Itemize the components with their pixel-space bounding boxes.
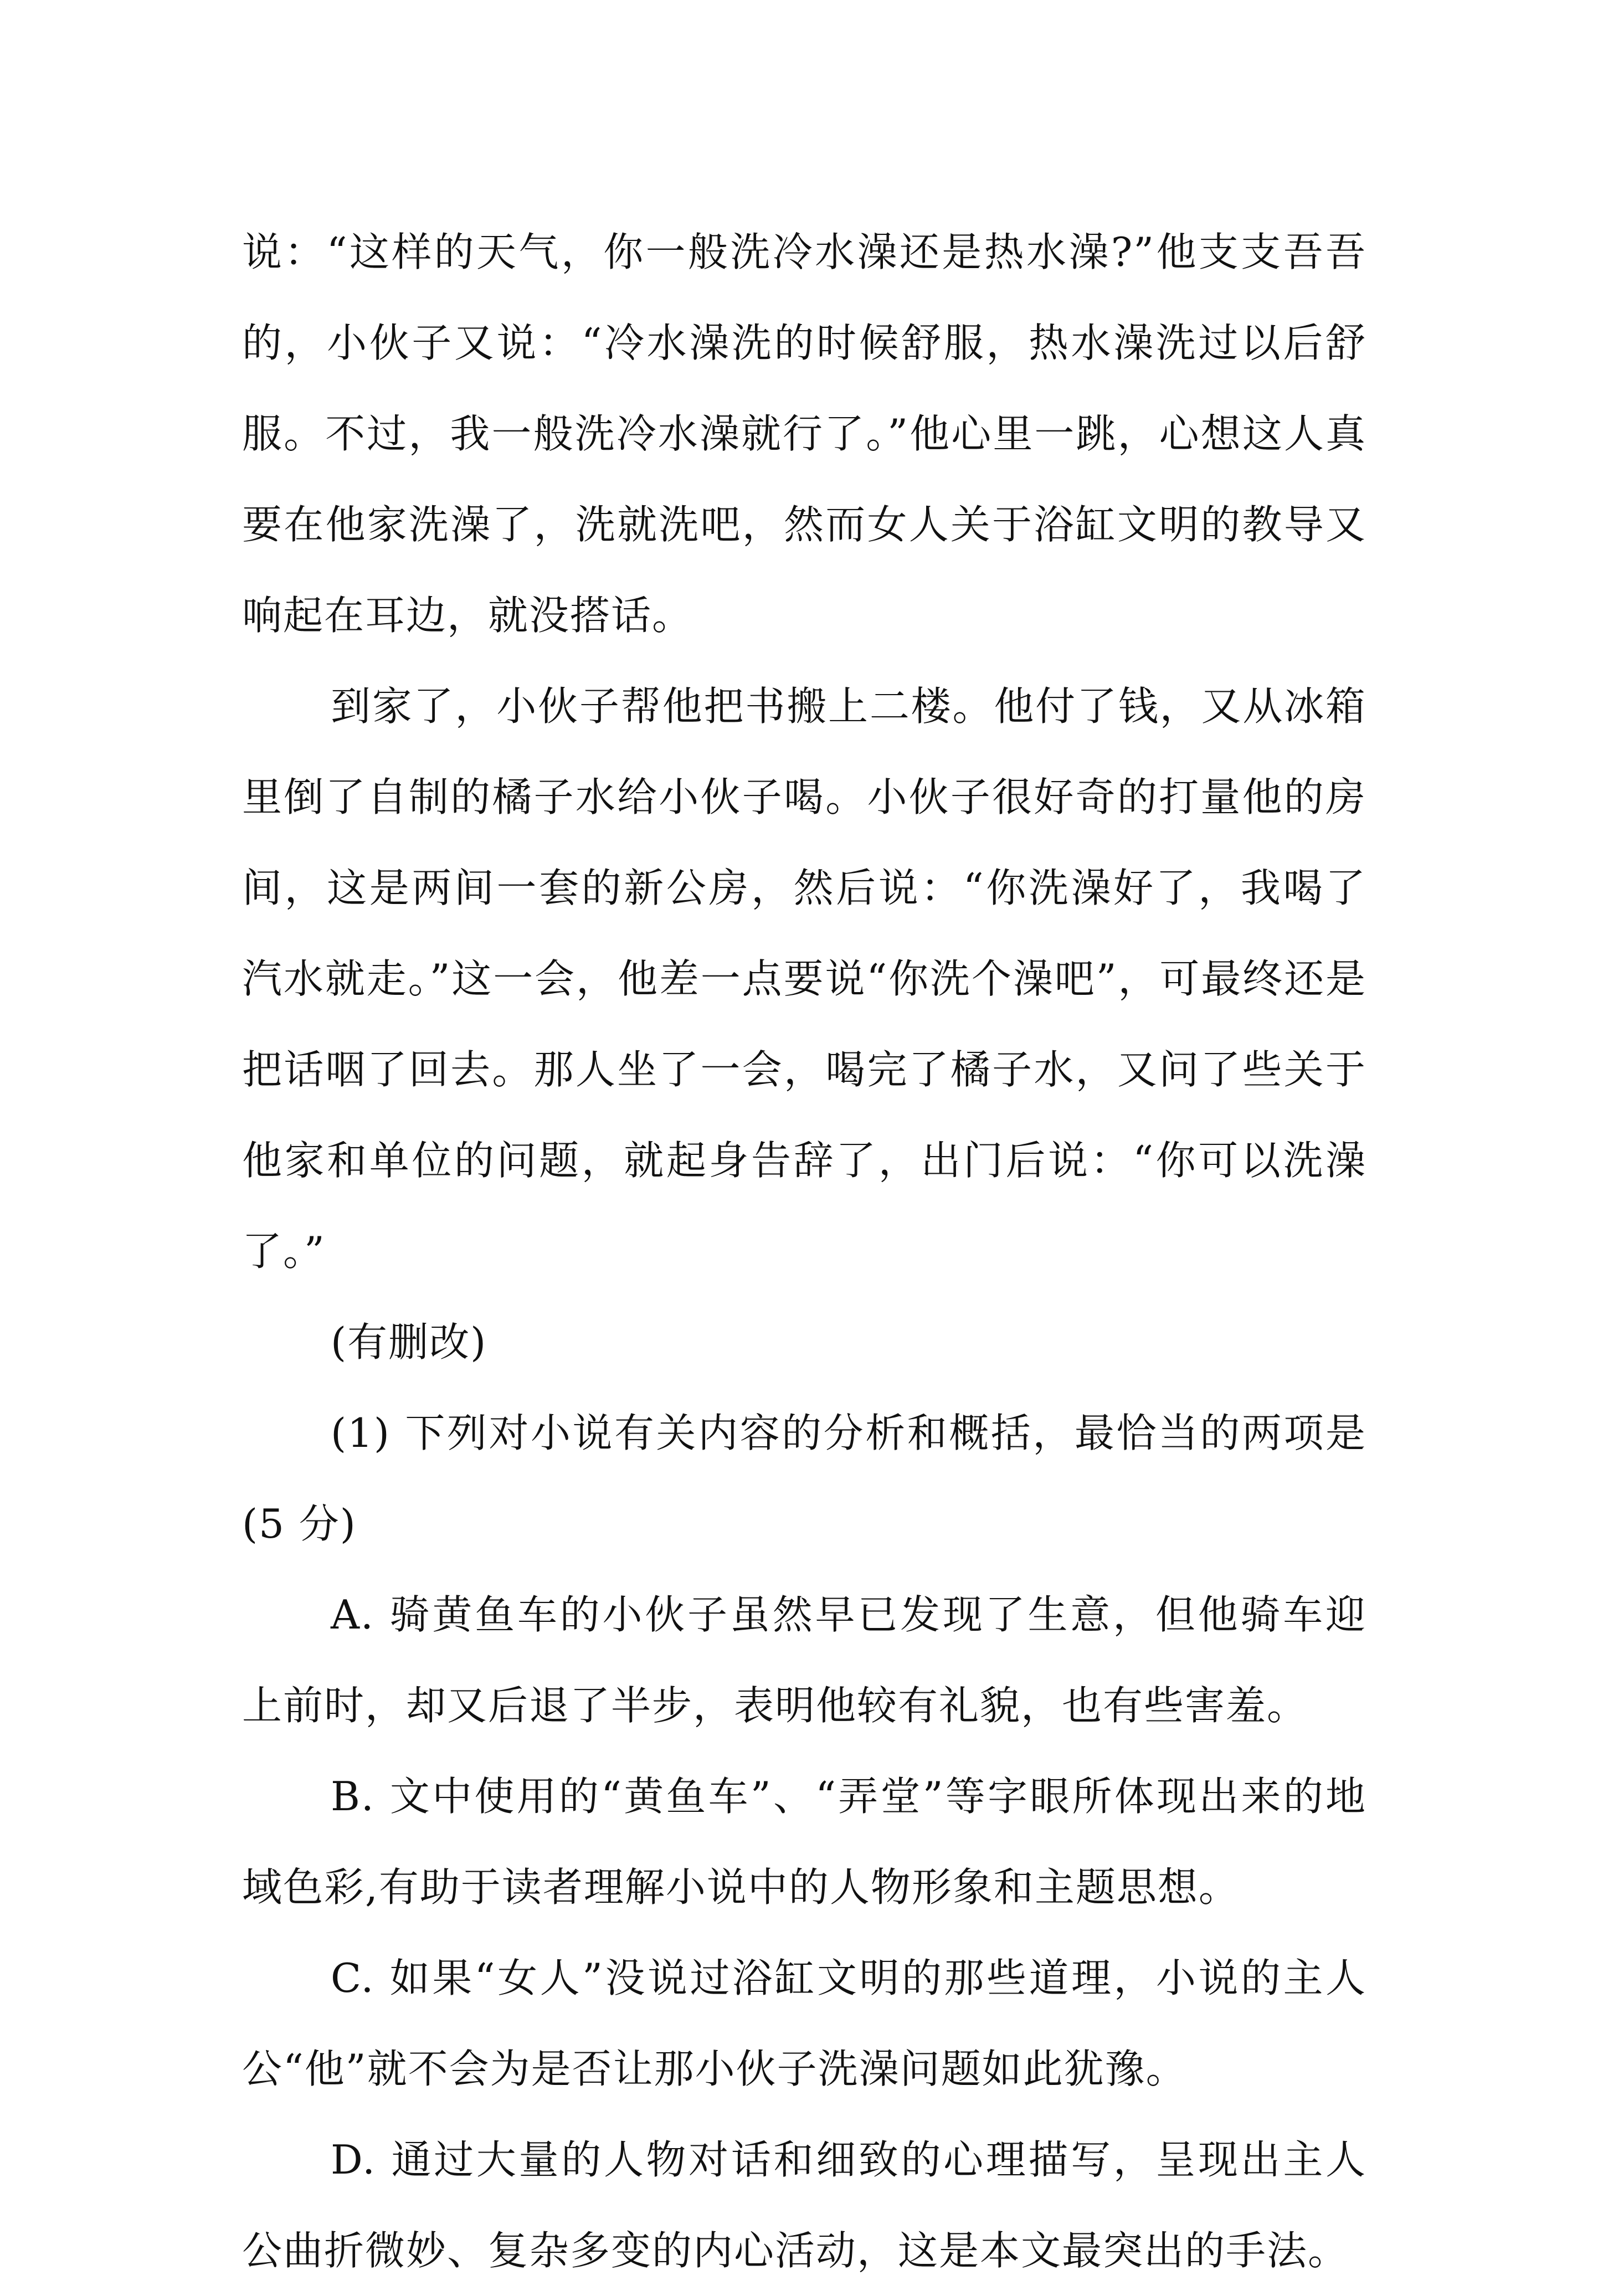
edit-note: (有删改) xyxy=(331,1319,487,1365)
paragraph-arrival-home: 到家了，小伙子帮他把书搬上二楼。他付了钱，又从冰箱里倒了自制的橘子水给小伙子喝。小伙子很好奇的打量他的房间，这是两间一套的新公房，然后说：“你洗澡好了，我喝了汽水就走。”这一会，他差一点要说“你洗个澡吧”，可最终还是把话咽了回去。那人坐了一会，喝完了橘子水，又问了些关于他家和单位的问题，就起身告辞了，出门后说：“你可以洗澡了。” xyxy=(242,683,1366,1275)
option-b: B. 文中使用的“黄鱼车”、“弄堂”等字眼所体现出来的地域色彩,有助于读者理解小说中的人物形象和主题思想。 xyxy=(242,1773,1366,1910)
question-1-prompt: (1) 下列对小说有关内容的分析和概括，最恰当的两项是(5 分) xyxy=(242,1410,1366,1547)
option-d: D. 通过大量的人物对话和细致的心理描写，呈现出主人公曲折微妙、复杂多变的内心活动，这是本文最突出的手法。 xyxy=(242,2136,1366,2274)
document-body xyxy=(242,207,1366,2296)
paragraph-dialogue-continuation: 说：“这样的天气，你一般洗冷水澡还是热水澡?”他支支吾吾的，小伙子又说：“冷水澡洗的时候舒服，热水澡洗过以后舒服。不过，我一般洗冷水澡就行了。”他心里一跳，心想这人真要在他家洗澡了，洗就洗吧，然而女人关于浴缸文明的教导又响起在耳边，就没搭话。 xyxy=(242,229,1366,639)
option-c: C. 如果“女人”没说过浴缸文明的那些道理，小说的主人公“他”就不会为是否让那小伙子洗澡问题如此犹豫。 xyxy=(242,1955,1366,2092)
option-a: A. 骑黄鱼车的小伙子虽然早已发现了生意，但他骑车迎上前时，却又后退了半步，表明他较有礼貌，也有些害羞。 xyxy=(242,1591,1366,1729)
